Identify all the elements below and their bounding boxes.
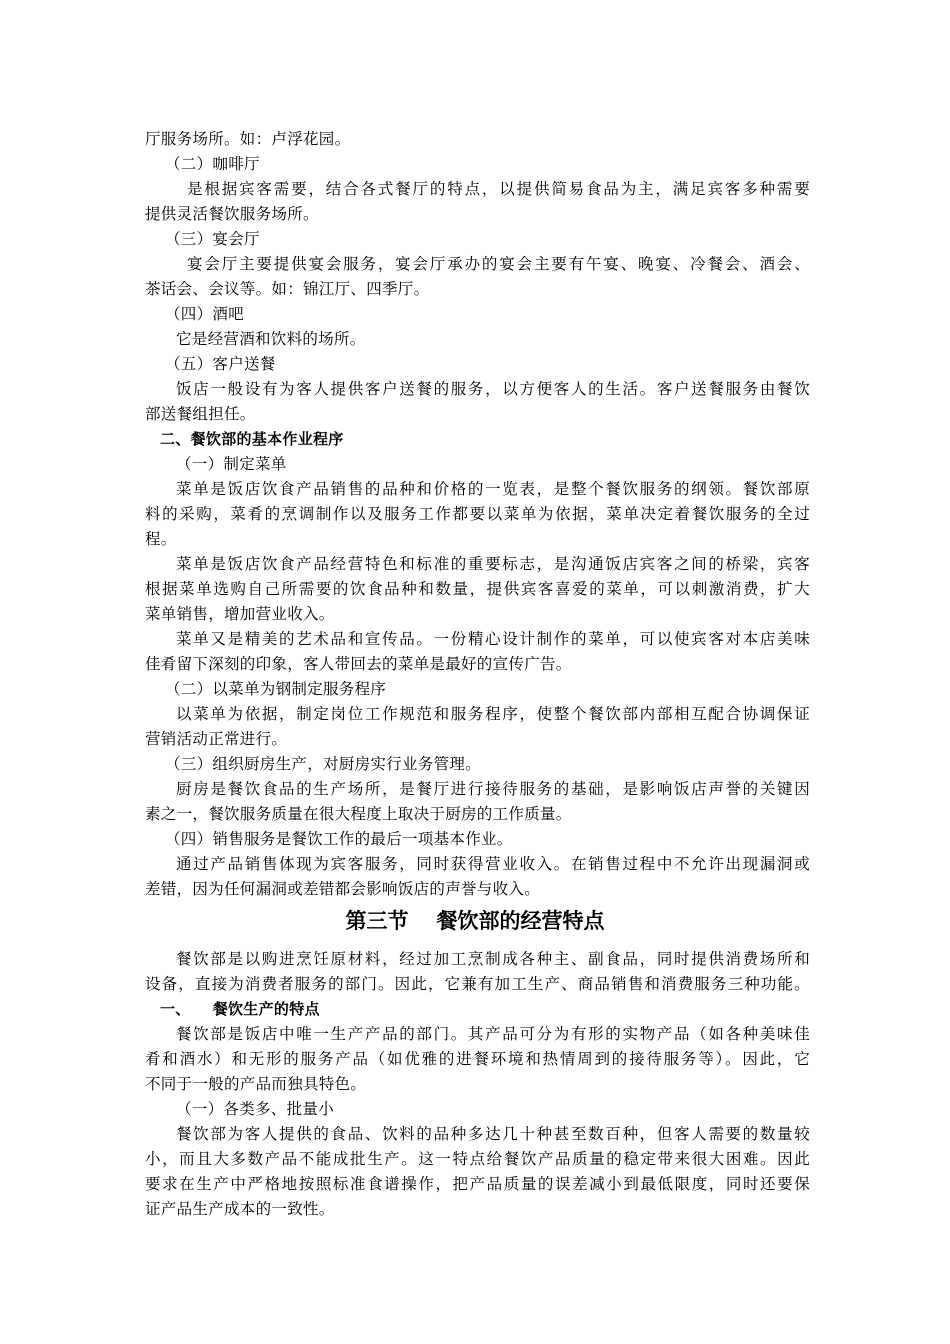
paragraph-line: 小，而且大多数产品不能成批生产。这一特点给餐饮产品质量的稳定带来很大困难。因此 xyxy=(145,1150,810,1168)
paragraph-line: 是根据宾客需要，结合各式餐厅的特点，以提供简易食品为主，满足宾客多种需要 xyxy=(187,180,810,198)
section-number: 第三节 xyxy=(345,909,409,933)
paragraph-line: 肴和酒水）和无形的服务产品（如优雅的进餐环境和热情周到的接待服务等）。因此，它 xyxy=(145,1050,810,1068)
paragraph-line: 差错，因为任何漏洞或差错都会影响饭店的声誉与收入。 xyxy=(145,880,541,898)
paragraph-line: 宴会厅主要提供宴会服务，宴会厅承办的宴会主要有午宴、晚宴、冷餐会、酒会、 xyxy=(187,255,810,273)
paragraph-line: 茶话会、会议等。如：锦江厅、四季厅。 xyxy=(145,280,430,298)
paragraph-line: 它是经营酒和饮料的场所。 xyxy=(176,330,366,348)
subheading: （五）客户送餐 xyxy=(165,355,276,373)
paragraph-line: 餐饮部是饭店中唯一生产产品的部门。其产品可分为有形的实物产品（如各种美味佳 xyxy=(176,1025,810,1043)
subheading: （四）酒吧 xyxy=(165,305,245,323)
subheading: （二）以菜单为钢制定服务程序 xyxy=(165,680,387,698)
paragraph-line: 部送餐组担任。 xyxy=(145,405,256,423)
paragraph-line: 餐饮部是以购进烹饪原材料，经过加工烹制成各种主、副食品，同时提供消费场所和 xyxy=(176,950,810,968)
subheading: （一）各类多、批量小 xyxy=(176,1100,335,1118)
paragraph-line: 以菜单为依据，制定岗位工作规范和服务程序，使整个餐饮部内部相互配合协调保证 xyxy=(176,705,810,723)
subheading: （一）制定菜单 xyxy=(176,455,287,473)
paragraph-line: 菜单是饭店饮食产品经营特色和标准的重要标志，是沟通饭店宾客之间的桥梁，宾客 xyxy=(176,555,810,573)
paragraph-line: 饭店一般设有为客人提供客户送餐的服务，以方便客人的生活。客户送餐服务由餐饮 xyxy=(176,380,810,398)
paragraph-line: 菜单又是精美的艺术品和宣传品。一份精心设计制作的菜单，可以使宾客对本店美味 xyxy=(176,630,810,648)
paragraph-line: 佳肴留下深刻的印象，客人带回去的菜单是最好的宣传广告。 xyxy=(145,655,572,673)
section-title xyxy=(0,906,950,936)
paragraph-line: 厅服务场所。如：卢浮花园。 xyxy=(145,130,351,148)
paragraph-line: 餐饮部为客人提供的食品、饮料的品种多达几十种甚至数百种，但客人需要的数量较 xyxy=(176,1125,810,1143)
paragraph-line: 营销活动正常进行。 xyxy=(145,730,288,748)
subheading: （四）销售服务是餐饮工作的最后一项基本作业。 xyxy=(165,830,513,848)
paragraph-line: 根据菜单选购自己所需要的饮食品种和数量，提供宾客喜爱的菜单，可以刺激消费，扩大 xyxy=(145,580,810,598)
paragraph-line: 程。 xyxy=(145,530,177,548)
paragraph-line: 料的采购，菜肴的烹调制作以及服务工作都要以菜单为依据，菜单决定着餐饮服务的全过 xyxy=(145,505,810,523)
subheading: （三）宴会厅 xyxy=(165,230,260,248)
paragraph-line: 厨房是餐饮食品的生产场所，是餐厅进行接待服务的基础，是影响饭店声誉的关键因 xyxy=(176,780,810,798)
paragraph-line: 通过产品销售体现为宾客服务，同时获得营业收入。在销售过程中不允许出现漏洞或 xyxy=(176,855,810,873)
paragraph-line: 要求在生产中严格地按照标准食谱操作，把产品质量的误差减小到最低限度，同时还要保 xyxy=(145,1175,810,1193)
subheading: （二）咖啡厅 xyxy=(165,155,260,173)
paragraph-line: 提供灵活餐饮服务场所。 xyxy=(145,205,319,223)
section-name: 餐饮部的经营特点 xyxy=(436,909,605,933)
paragraph-line: 菜单销售，增加营业收入。 xyxy=(145,605,335,623)
paragraph-line: 不同于一般的产品而独具特色。 xyxy=(145,1075,367,1093)
paragraph-line: 素之一，餐饮服务质量在很大程度上取决于厨房的工作质量。 xyxy=(145,805,572,823)
paragraph-line: 菜单是饭店饮食产品销售的品种和价格的一览表，是整个餐饮服务的纲领。餐饮部原 xyxy=(176,480,810,498)
paragraph-line: 设备，直接为消费者服务的部门。因此，它兼有加工生产、商品销售和消费服务三种功能。 xyxy=(145,975,810,993)
subheading: （三）组织厨房生产，对厨房实行业务管理。 xyxy=(165,755,482,773)
heading: 二、餐饮部的基本作业程序 xyxy=(160,430,344,448)
heading: 一、 餐饮生产的特点 xyxy=(160,1000,320,1018)
paragraph-line: 证产品生产成本的一致性。 xyxy=(145,1200,335,1218)
